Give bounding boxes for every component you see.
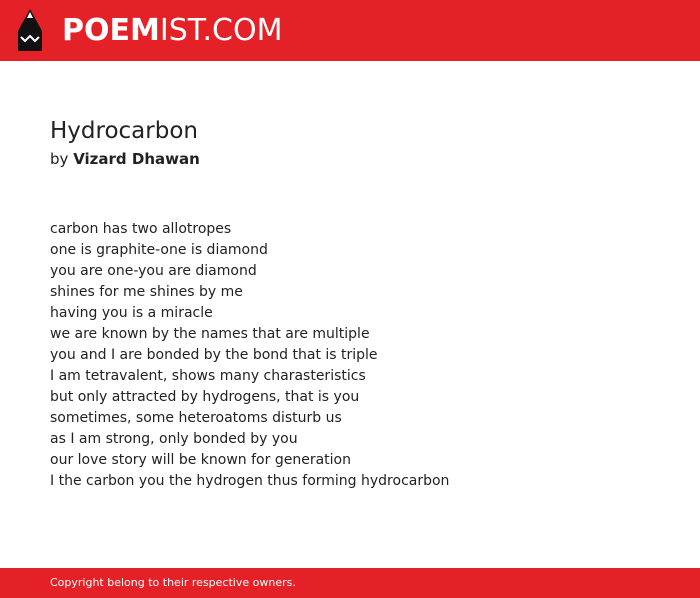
site-logo[interactable] bbox=[62, 13, 282, 49]
pencil-logo-icon[interactable] bbox=[18, 9, 42, 51]
poem-line: our love story will be known for generation bbox=[50, 452, 351, 468]
poem-line: one is graphite-one is diamond bbox=[50, 242, 268, 258]
site-footer bbox=[0, 568, 700, 598]
poem-line: having you is a miracle bbox=[50, 305, 213, 321]
poem-title: Hydrocarbon bbox=[50, 118, 198, 144]
poem-line: I the carbon you the hydrogen thus forming hydrocarbon bbox=[50, 473, 450, 489]
poem-body bbox=[50, 219, 670, 492]
poem-line: carbon has two allotropes bbox=[50, 221, 232, 237]
copyright-notice: Copyright belong to their respective owners. bbox=[50, 576, 296, 589]
poem-line: sometimes, some heteroatoms disturb us bbox=[50, 410, 342, 426]
poem-line: but only attracted by hydrogens, that is you bbox=[50, 389, 360, 405]
poem-line: as I am strong, only bonded by you bbox=[50, 431, 298, 447]
poem-author: Vizard Dhawan bbox=[73, 150, 200, 168]
poem-line: I am tetravalent, shows many charasteristics bbox=[50, 368, 366, 384]
logo-text-bold: POEM bbox=[62, 13, 160, 48]
byline-by: by bbox=[50, 150, 69, 168]
poem-byline bbox=[50, 149, 200, 169]
poem-line: you are one-you are diamond bbox=[50, 263, 257, 279]
logo-text-light: IST.COM bbox=[159, 13, 283, 48]
site-header bbox=[0, 0, 700, 61]
poem-line: you and I are bonded by the bond that is triple bbox=[50, 347, 378, 363]
poem-line: we are known by the names that are multiple bbox=[50, 326, 370, 342]
poem-line: shines for me shines by me bbox=[50, 284, 243, 300]
